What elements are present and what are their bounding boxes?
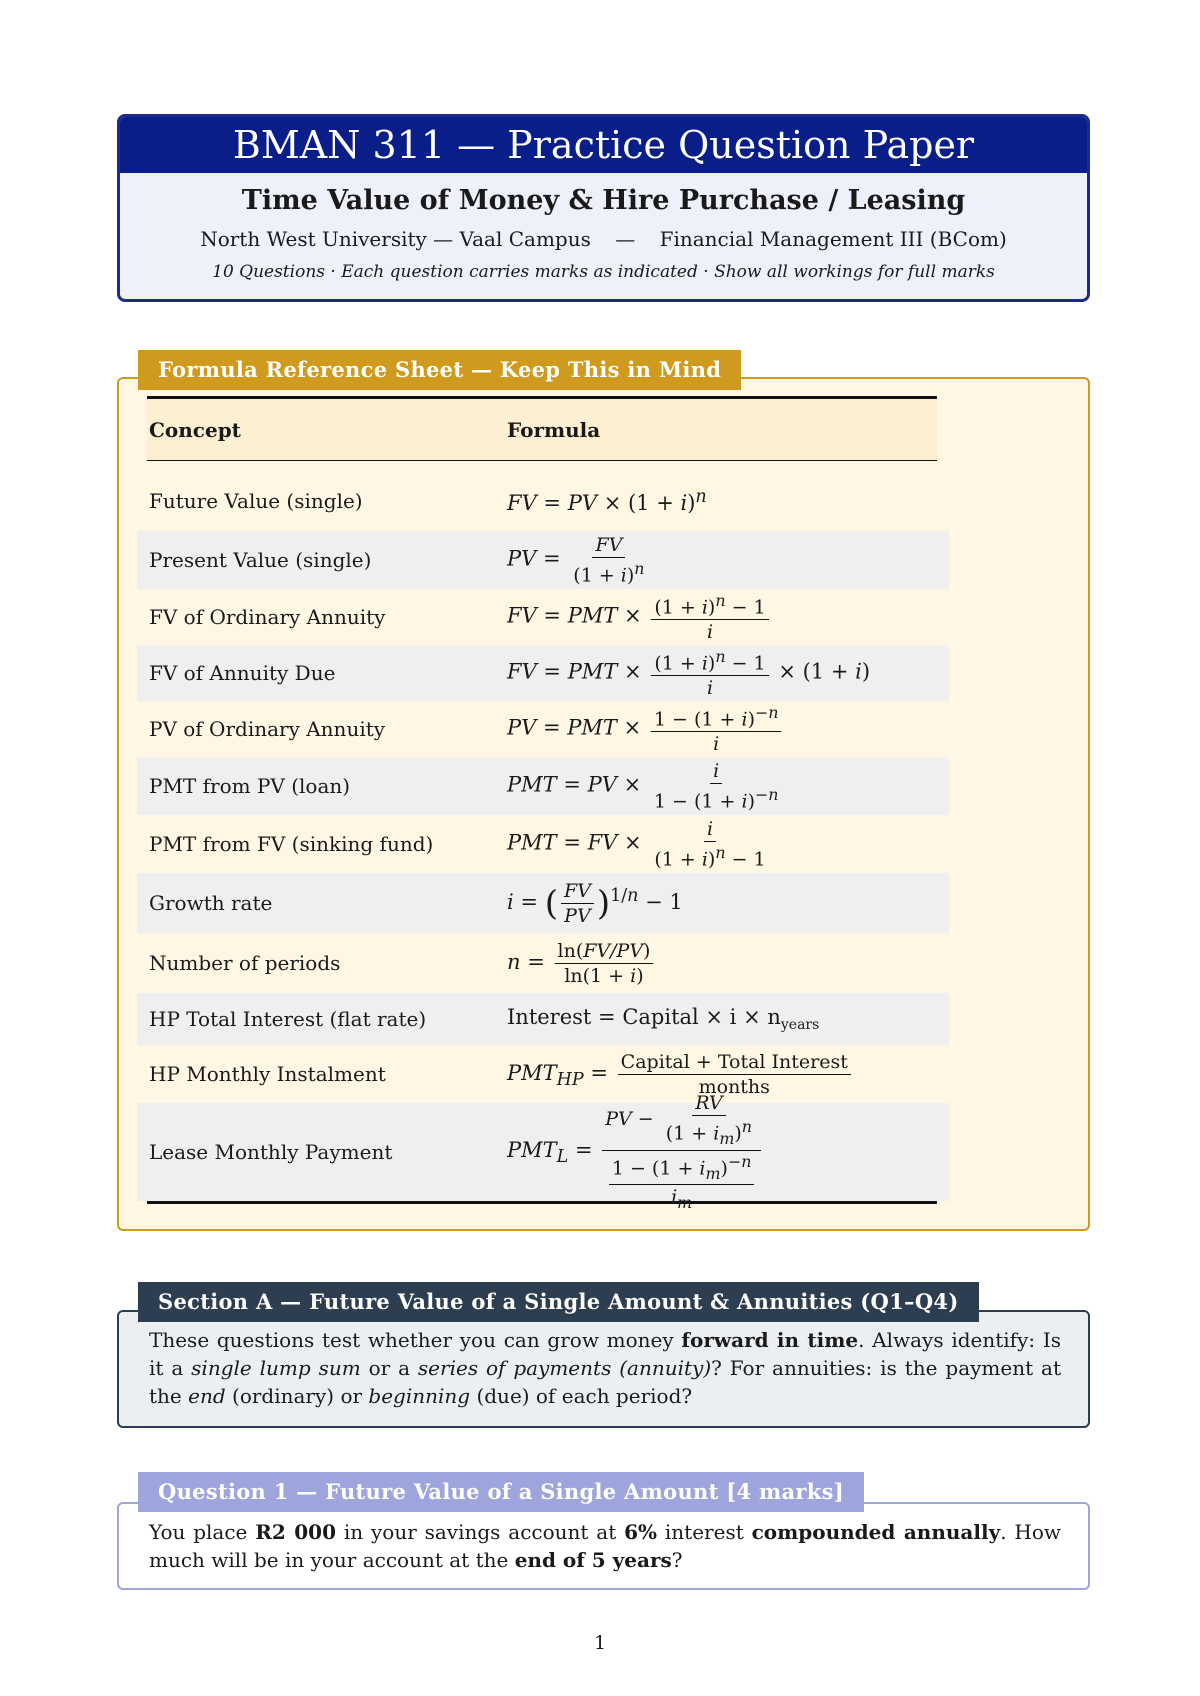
table-row: Future Value (single) FV = PV × $(1 + i)^n$ <box>149 487 707 515</box>
instructions-note: 10 Questions · Each question carries marks as indicated · Show all workings for full marks <box>212 262 995 282</box>
formula-pmt-from-pv: PMT = PV × $\frac{i}{1 - (1 + i)^{-n}}$ <box>507 759 779 813</box>
title-box <box>117 114 1090 302</box>
page-number: 1 <box>593 1632 607 1654</box>
formula-table-header <box>147 399 937 460</box>
page-subtitle: Time Value of Money & Hire Purchase / Leasing <box>241 185 966 216</box>
formula-pmt-from-fv: PMT = FV × $\frac{i}{(1 + i)^n - 1}$ <box>507 817 766 871</box>
formula-pv-single: PV = $\frac{FV}{(1 + i)^n}$ <box>507 533 645 587</box>
table-row: Lease Monthly Payment $PMT_L$ = PV − $\frac{RV}{(1 + i_m)^n}$ $\frac{1 - (1 + i_m)^{-n}}{i_m}$ <box>137 1103 949 1201</box>
table-row: HP Monthly Instalment $PMT_{HP}$ = $\frac{\text{Capital + Total Interest}}{\text{months}}$ <box>147 1045 937 1103</box>
formula-pv-ordinary-annuity: PV = PMT × $\frac{1 - (1 + i)^{-n}}{i}$ <box>507 703 784 755</box>
page-title: BMAN 311 — Practice Question Paper <box>120 117 1087 173</box>
table-row: Number of periods n = $\frac{\ln(FV/PV)}{\ln(1 + i)}$ <box>147 933 937 993</box>
formula-number-of-periods: n = $\frac{\ln(FV/PV)}{\ln(1 + i)}$ <box>507 940 656 987</box>
table-row: PV of Ordinary Annuity PV = PMT × $\frac{1 - (1 + i)^{-n}}{i}$ <box>147 701 937 757</box>
institution-line <box>120 227 1087 251</box>
separator: — <box>615 227 636 251</box>
formula-growth-rate: i = ( $\frac{FV}{PV}$ )$^{1/n}$ − 1 <box>507 879 683 927</box>
table-row: FV of Annuity Due FV = PMT × $\frac{(1 + i)^n - 1}{i}$ × (1 + i) <box>137 645 949 701</box>
formula-table <box>147 396 937 1212</box>
institution: North West University — Vaal Campus <box>200 227 591 251</box>
question-1-tab: Question 1 — Future Value of a Single Amount [4 marks] <box>138 1472 864 1512</box>
table-row: PMT from PV (loan) PMT = PV × $\frac{i}{1 - (1 + i)^{-n}}$ <box>137 757 949 815</box>
formula-fv-single: FV = PV × $(1 + i)^n$ <box>507 487 707 515</box>
formula-fv-ordinary-annuity: FV = PMT × $\frac{(1 + i)^n - 1}{i}$ <box>507 591 772 643</box>
formula-lease-payment: $PMT_L$ = PV − $\frac{RV}{(1 + i_m)^n}$ $\frac{1 - (1 + i_m)^{-n}}{i_m}$ <box>507 1092 764 1211</box>
formula-hp-instalment: $PMT_{HP}$ = $\frac{\text{Capital + Total Interest}}{\text{months}}$ <box>507 1051 854 1098</box>
table-row: HP Total Interest (flat rate) Interest = Capital × $i \times n_{years}$ <box>137 993 949 1045</box>
question-1-text: You place R2 000 in your savings account at 6% interest compounded annually. How much will be in your account at the end of 5 years? <box>149 1520 1061 1572</box>
section-a-tab: Section A — Future Value of a Single Amount & Annuities (Q1–Q4) <box>138 1282 979 1322</box>
table-row: Present Value (single) PV = $\frac{FV}{(1 + i)^n}$ <box>137 531 949 589</box>
formula-fv-annuity-due: FV = PMT × $\frac{(1 + i)^n - 1}{i}$ × (1 + i) <box>507 646 871 700</box>
course: Financial Management III (BCom) <box>659 227 1007 251</box>
section-a-description: These questions test whether you can grow money forward in time. Always identify: Is it a single lump sum or a series of payments (annuity)? For annuities: is the payment at the end (ordinary) or beginning (due) of each period? <box>149 1328 1062 1408</box>
col-formula: Formula <box>507 417 601 442</box>
formula-sheet-tab: Formula Reference Sheet — Keep This in Mind <box>138 350 741 390</box>
table-row: PMT from FV (sinking fund) PMT = FV × $\frac{i}{(1 + i)^n - 1}$ <box>147 815 937 873</box>
formula-hp-interest: Interest = Capital × $i \times n_{years}$ <box>507 1004 820 1034</box>
table-row: FV of Ordinary Annuity FV = PMT × $\frac{(1 + i)^n - 1}{i}$ <box>147 589 937 645</box>
table-row: Growth rate i = ( $\frac{FV}{PV}$ )$^{1/n}$ − 1 <box>137 873 949 933</box>
col-concept: Concept <box>149 417 241 442</box>
